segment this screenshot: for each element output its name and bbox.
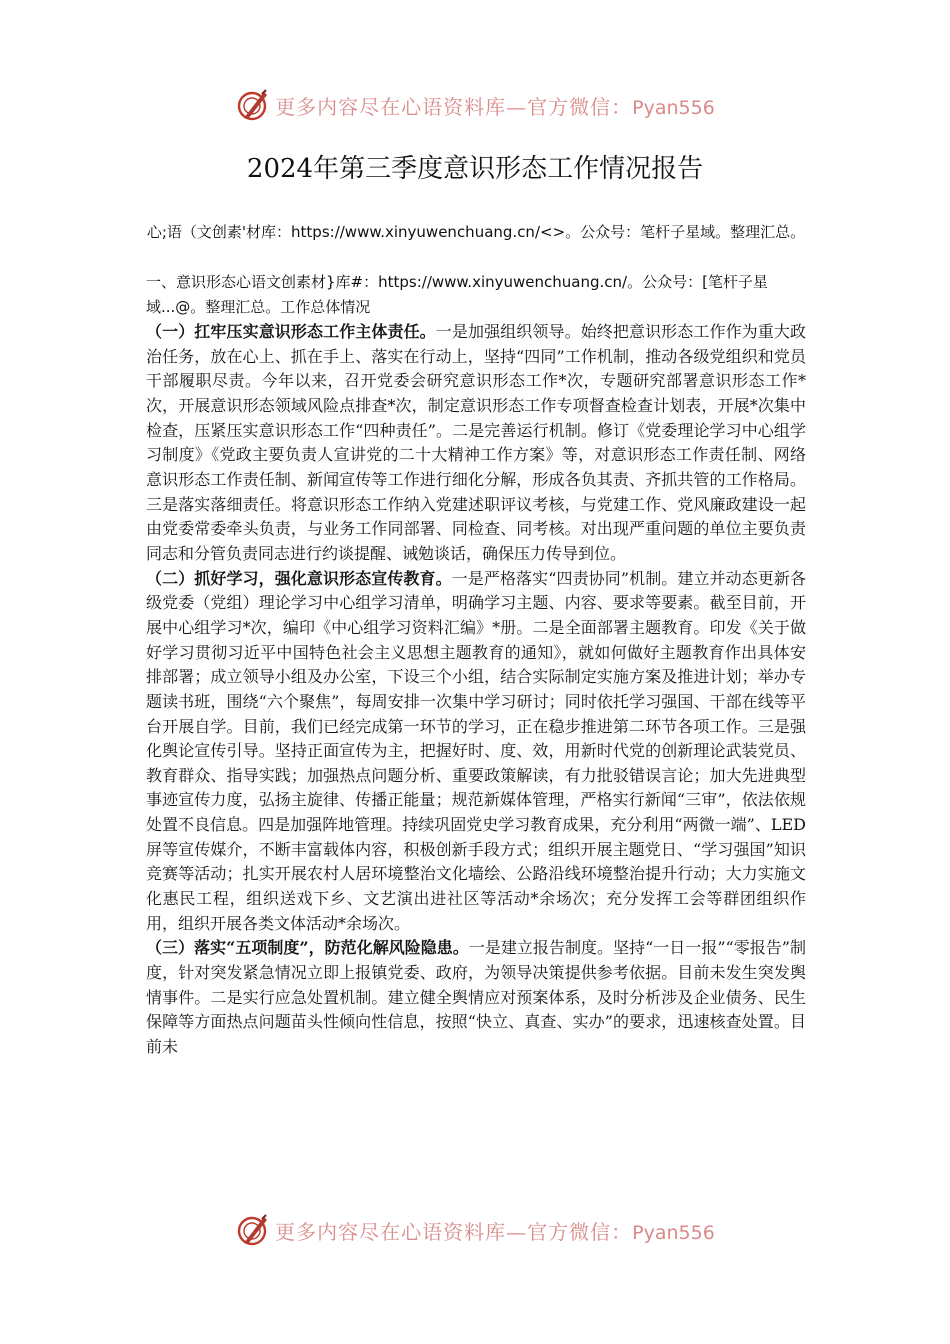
section-heading: 一、意识形态心语文创素材}库#：https://www.xinyuwenchuang.cn/。公众号：[笔杆子星域...@。整理汇总。工作总体情况 bbox=[146, 273, 768, 316]
report-body bbox=[146, 320, 806, 1060]
footer-wechat-id: Pyan556 bbox=[632, 1221, 715, 1244]
paragraph-text: 一是严格落实“四责协同”机制。建立并动态更新各级党委（党组）理论学习中心组学习清单，明确学习主题、内容、要求等要素。截至目前，开展中心组学习*次，编印《中心组学习资料汇编》*册。二是全面部署主题教育。印发《关于做好学习贯彻习近平中国特色社会主义思想主题教育的通知》，就如何做好主题教育作出具体安排部署；成立领导小组及办公室，下设三个小组，结合实际制定实施方案及推进计划；举办专题读书班，围绕“六个聚焦”，每周安排一次集中学习研讨；同时依托学习强国、干部在线等平台开展自学。目前，我们已经完成第一环节的学习，正在稳步推进第二环节各项工作。三是强化舆论宣传引导。坚持正面宣传为主，把握好时、度、效，用新时代党的创新理论武装党员、教育群众、指导实践；加强热点问题分析、重要政策解读，有力批驳错误言论；加大先进典型事迹宣传力度，弘扬主旋律、传播正能量；规范新媒体管理，严格实行新闻“三审”，依法依规处置不良信息。四是加强阵地管理。持续巩固党史学习教育成果，充分利用“两微一端”、LED屏等宣传媒介，不断丰富载体内容，积极创新手段方式；组织开展主题党日、“学习强国”知识竞赛等活动；扎实开展农村人居环境整治文化墙绘、公路沿线环境整治提升行动；大力实施文化惠民工程，组织送戏下乡、文艺演出进社区等活动*余场次；充分发挥工会等群团组织作用，组织开展各类文体活动*余场次。 bbox=[146, 568, 806, 933]
page-title: 2024年第三季度意识形态工作情况报告 bbox=[246, 154, 704, 184]
header-wechat-id: Pyan556 bbox=[632, 96, 715, 119]
pen-logo-icon bbox=[235, 87, 271, 123]
header-watermark-banner bbox=[0, 82, 950, 128]
paragraph-text: 一是加强组织领导。始终把意识形态工作作为重大政治任务，放在心上、抓在手上、落实在行动上，坚持“四同”工作机制，推动各级党组织和党员干部履职尽责。今年以来，召开党委会研究意识形态工作*次，专题研究部署意识形态工作*次，开展意识形态领域风险点排查*次，制定意识形态工作专项督查检查计划表，开展*次集中检查，压紧压实意识形态工作“四种责任”。二是完善运行机制。修订《党委理论学习中心组学习制度》《党政主要负责人宣讲党的二十大精神工作方案》等，对意识形态工作责任制、网络意识形态工作责任制、新闻宣传等工作进行细化分解，形成各负其责、齐抓共管的工作格局。三是落实落细责任。将意识形态工作纳入党建述职评议考核，与党建工作、党风廉政建设一起由党委常委牵头负责，与业务工作同部署、同检查、同考核。对出现严重问题的单位主要负责同志和分管负责同志进行约谈提醒、诫勉谈话，确保压力传导到位。 bbox=[146, 322, 806, 563]
paragraph-text: 一是建立报告制度。坚持“一日一报”“零报告”制度，针对突发紧急情况立即上报镇党委、政府，为领导决策提供参考依据。目前未发生突发舆情事件。二是实行应急处置机制。建立健全舆情应对预案体系，及时分析涉及企业债务、民生保障等方面热点问题苗头性倾向性信息，按照“快立、真查、实办”的要求，迅速核查处置。目前未 bbox=[146, 938, 806, 1057]
source-note: 心;语（文创素'材库：https://www.xinyuwenchuang.cn/<>。公众号：笔杆子星域。整理汇总。 bbox=[146, 223, 806, 241]
paragraph-heading: （二）抓好学习，强化意识形态宣传教育。 bbox=[146, 568, 452, 588]
footer-watermark-banner bbox=[0, 1207, 950, 1253]
footer-watermark-text: 更多内容尽在心语资料库—官方微信：Pyan556 bbox=[275, 1219, 715, 1244]
pen-logo-icon bbox=[235, 1212, 271, 1248]
paragraph-responsibility bbox=[146, 320, 806, 567]
header-watermark-text: 更多内容尽在心语资料库—官方微信：Pyan556 bbox=[275, 94, 715, 119]
paragraph-heading: （一）扛牢压实意识形态工作主体责任。 bbox=[146, 322, 436, 341]
paragraph-risk bbox=[146, 936, 806, 1059]
paragraph-heading: （三）落实“五项制度”，防范化解风险隐患。 bbox=[146, 938, 469, 958]
paragraph-study bbox=[146, 567, 806, 937]
